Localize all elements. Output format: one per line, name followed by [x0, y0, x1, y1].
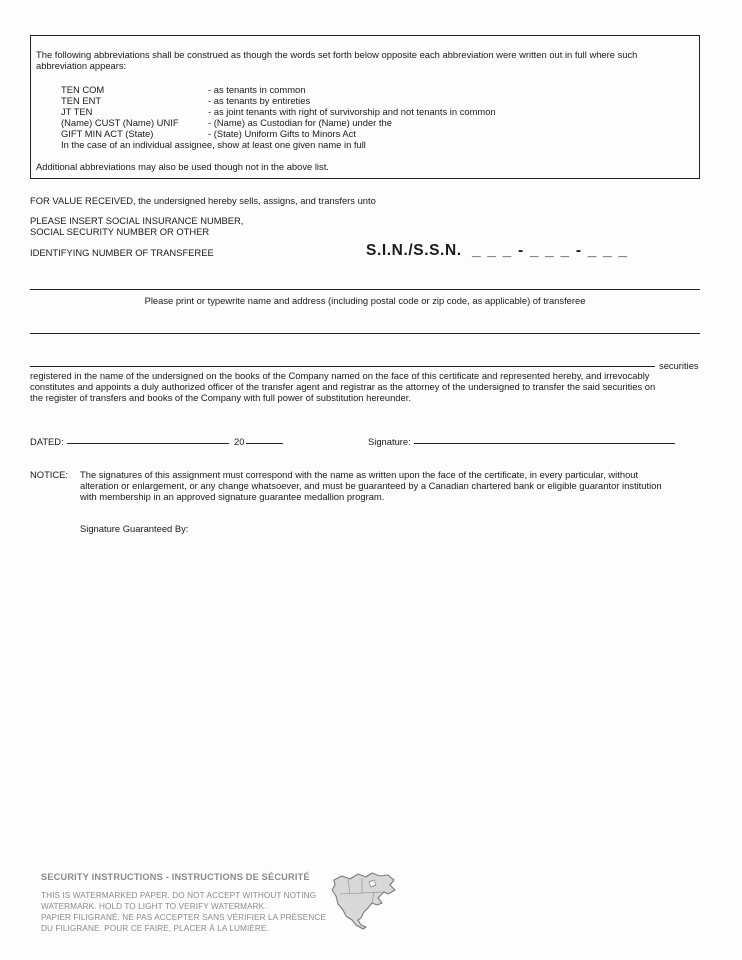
transfer-body-line3: the register of transfers and books of the Company with full power of substitution hereunder. [30, 392, 411, 403]
year-input-line[interactable] [246, 443, 283, 444]
signature-guaranteed-label: Signature Guaranteed By: [80, 523, 189, 534]
signature-input-line[interactable] [414, 443, 675, 444]
notice-line1: The signatures of this assignment must correspond with the name as written upon the face of the certificate, in every particular, without [80, 469, 639, 480]
abbreviation-meaning: - as tenants in common [208, 84, 306, 95]
sin-ssn-input[interactable]: _ _ _ - _ _ _ - _ _ _ [472, 242, 629, 259]
insert-number-line2: SOCIAL SECURITY NUMBER OR OTHER [30, 226, 210, 237]
insert-number-line1: PLEASE INSERT SOCIAL INSURANCE NUMBER, [30, 215, 244, 226]
transfer-body-line2: constitutes and appoints a duly authorized officer of the transfer agent and registrar as the attorney of the undersigned to transfer the said securities on [30, 381, 656, 392]
security-line3: PAPIER FILIGRANÉ. NE PAS ACCEPTER SANS VÉRIFIER LA PRÉSENCE [41, 913, 326, 922]
print-name-instruction: Please print or typewrite name and address (including postal code or zip code, as applicable) of transferee [144, 295, 586, 306]
notice-line2: alteration or enlargement, or any change whatsoever, and must be guaranteed by a Canadian chartered bank or eligible guarantor institution [80, 480, 662, 491]
abbreviation-key: TEN COM [61, 84, 105, 95]
abbreviation-key: TEN ENT [61, 95, 102, 106]
securities-quantity-line[interactable] [30, 366, 655, 367]
securities-word: securities [659, 360, 699, 371]
insert-number-line3: IDENTIFYING NUMBER OF TRANSFEREE [30, 247, 214, 258]
signature-label: Signature: [368, 436, 411, 447]
abbreviation-meaning: - (State) Uniform Gifts to Minors Act [208, 128, 356, 139]
transfer-body-line1: registered in the name of the undersigned on the books of the Company named on the face of this certificate and represented hereby, and irrevocably [30, 370, 650, 381]
transferee-name-line[interactable] [30, 289, 700, 290]
abbreviation-meaning: - as tenants by entireties [208, 95, 311, 106]
abbreviations-box [30, 35, 700, 179]
date-input-line[interactable] [67, 443, 229, 444]
year-prefix: 20 [234, 436, 245, 447]
security-instructions-heading: SECURITY INSTRUCTIONS - INSTRUCTIONS DE SÉCURITÉ [41, 872, 310, 882]
sin-ssn-label: S.I.N./S.S.N. [366, 242, 462, 259]
value-received-text: FOR VALUE RECEIVED, the undersigned hereby sells, assigns, and transfers unto [30, 195, 376, 206]
abbreviation-key: GIFT MIN ACT (State) [61, 128, 154, 139]
north-america-map-icon [328, 870, 400, 932]
security-line4: DU FILIGRANE. POUR CE FAIRE, PLACER À LA LUMIÈRE. [41, 924, 269, 933]
notice-label: NOTICE: [30, 469, 69, 480]
abbreviation-meaning: - (Name) as Custodian for (Name) under the [208, 117, 392, 128]
abbreviation-key: JT TEN [61, 106, 93, 117]
abbreviation-meaning: - as joint tenants with right of survivorship and not tenants in common [208, 106, 496, 117]
notice-line3: with membership in an approved signature guarantee medallion program. [80, 491, 385, 502]
dated-label: DATED: [30, 436, 64, 447]
individual-assignee-note: In the case of an individual assignee, show at least one given name in full [61, 139, 366, 150]
additional-abbreviations-note: Additional abbreviations may also be used though not in the above list. [36, 161, 329, 172]
abbreviations-intro: The following abbreviations shall be construed as though the words set forth below opposite each abbreviation were written out in full where such abbreviation appears: [36, 49, 638, 71]
transferee-address-line[interactable] [30, 333, 700, 334]
abbreviation-key: (Name) CUST (Name) UNIF [61, 117, 179, 128]
security-line2: WATERMARK. HOLD TO LIGHT TO VERIFY WATERMARK. [41, 902, 267, 911]
security-line1: THIS IS WATERMARKED PAPER. DO NOT ACCEPT WITHOUT NOTING [41, 891, 317, 900]
